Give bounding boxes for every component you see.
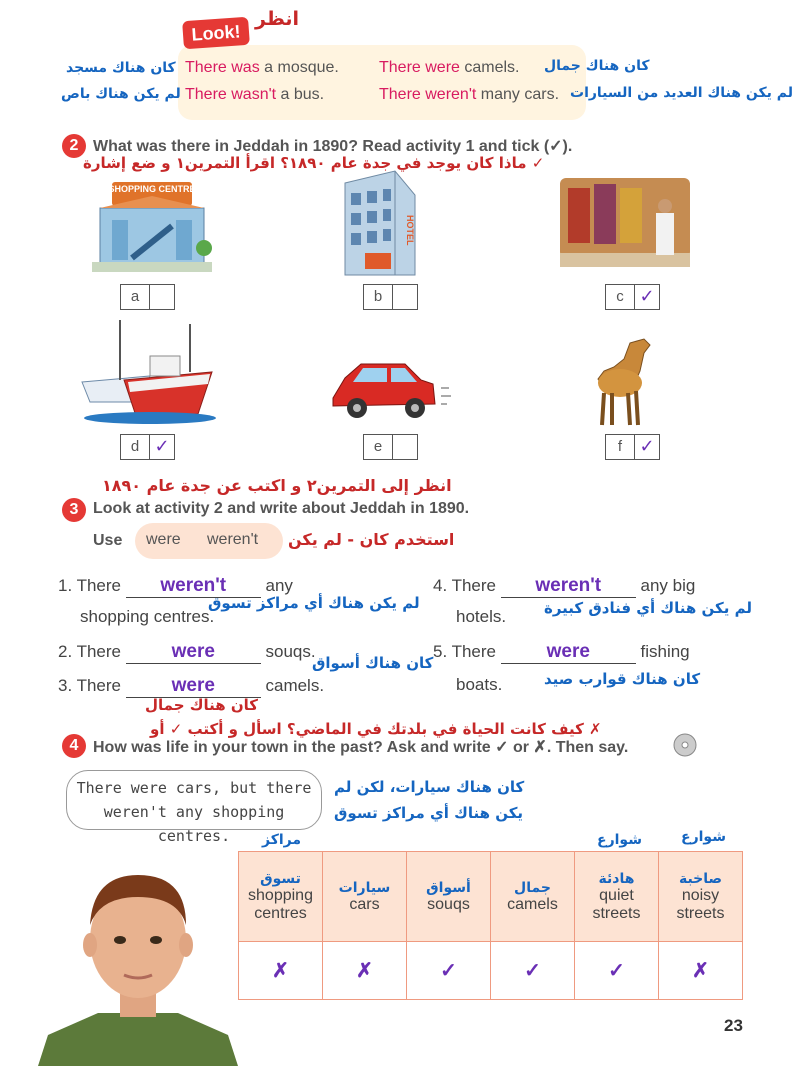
activity-2-ar-heading: ماذا كان يوجد في جدة عام ١٨٩٠؟ اقرأ التمرين١ و ضع إشارة ✓ [83,154,545,172]
look-left-line-2: There wasn't a bus. [185,86,325,103]
tickbox-a[interactable] [120,284,175,310]
answer-5: were [546,641,590,662]
col-5-ar-top: شوارع [597,832,642,848]
mark-cell[interactable]: ✓ [491,942,575,1000]
car-image [325,358,455,428]
col-quiet-streets: هادئة quiet streets [575,852,659,942]
activity-4-ar-heading: كيف كانت الحياة في بلدتك في الماضي؟ اسأل و أكتب ✓ أو ✗ [150,720,602,738]
tickbox-d[interactable] [120,434,175,460]
shopping-sign-text: SHOPPING CENTRE [108,184,196,194]
use-label: Use [93,532,123,549]
use-word-werent: weren't [207,531,259,548]
sentence-4-ar: لم يكن هناك أي فنادق كبيرة [544,599,752,617]
activity-3-number: 3 [62,498,86,522]
sentence-5-cont: boats. [456,675,503,694]
answer-4: weren't [535,575,602,596]
look-ar-left-2: لم يكن هناك باص [61,86,181,102]
col-1-ar-top: مراكز [262,832,302,848]
look-ar-right-2: لم يكن هناك العديد من السيارات [570,85,793,101]
hotel-image [335,165,425,280]
answer-2: were [171,641,215,662]
col-cars: سيارات cars [323,852,407,942]
look-ar-left-1: كان هناك مسجد [66,60,176,76]
sentence-2-ar: كان هناك أسواق [312,654,434,672]
life-table [238,851,743,1000]
souq-image [560,178,690,273]
bubble-ar-2: يكن هناك أي مراكز تسوق [334,804,524,822]
activity-2-heading: What was there in Jeddah in 1890? Read activity 1 and tick (✓). [93,138,573,155]
sentence-2: 2. There were souqs. [58,641,316,662]
boy-image [38,845,238,1066]
col-shopping-centres: تسوق shopping centres [239,852,323,942]
tickbox-letter: b [364,285,393,309]
audio-cd-icon[interactable] [670,732,700,758]
col-noisy-streets: صاخبة noisy streets [659,852,743,942]
use-word-were: were [146,531,181,548]
activity-4-number: 4 [62,734,86,758]
tickbox-mark: ✓ [639,436,655,457]
bubble-ar-1: كان هناك سيارات، لكن لم [334,778,525,796]
tickbox-mark [150,285,174,309]
sentence-3: 3. There were camels. [58,675,325,696]
look-badge: Look! [182,17,250,50]
tickbox-letter: d [121,435,150,459]
sentence-1: 1. There weren't any [58,575,293,596]
activity-4-heading: How was life in your town in the past? Ask and write ✓ or ✗. Then say. [93,739,629,756]
tickbox-f[interactable] [605,434,660,460]
bubble-line-1: There were cars, but there [76,779,312,797]
look-box [178,45,586,120]
mark-cell[interactable]: ✗ [659,942,743,1000]
col-6-ar-top: شوارع [681,829,726,845]
activity-2-number: 2 [62,134,86,158]
fishing-boats-image [80,320,220,425]
look-ar-title: انظر [255,8,299,30]
sentence-5-ar: كان هناك قوارب صيد [544,670,701,688]
camel-image [590,335,670,430]
sentence-5: 5. There were fishing [433,641,690,662]
look-right-line-1: There were camels. [379,59,520,76]
sentence-3-ar: كان هناك جمال [145,696,259,714]
tickbox-c[interactable] [605,284,660,310]
shopping-centre-image [92,178,212,278]
mark-cell[interactable]: ✗ [239,942,323,1000]
col-souqs: أسواق souqs [407,852,491,942]
activity-3-heading: Look at activity 2 and write about Jeddah in 1890. [93,500,470,517]
col-camels: جمال camels [491,852,575,942]
look-left-line-1: There was a mosque. [185,59,339,76]
activity-3-ar-heading: انظر إلى التمرين٢ و اكتب عن جدة عام ١٨٩٠ [102,476,452,495]
sentence-4: 4. There weren't any big [433,575,696,596]
sentence-1-cont: shopping centres. [80,607,215,626]
tickbox-b[interactable] [363,284,418,310]
answer-1: weren't [160,575,227,596]
hotel-sign-text: HOTEL [405,215,415,246]
look-ar-right-1: كان هناك جمال [544,58,650,74]
tickbox-mark: ✓ [639,286,655,307]
sentence-4-cont: hotels. [456,607,507,626]
tickbox-letter: c [606,285,635,309]
answer-3: were [171,675,215,696]
look-right-line-2: There weren't many cars. [379,86,560,103]
tickbox-letter: f [606,435,635,459]
tickbox-letter: a [121,285,150,309]
mark-cell[interactable]: ✓ [407,942,491,1000]
bubble-line-2: weren't any shopping centres. [103,803,285,845]
mark-cell[interactable]: ✓ [575,942,659,1000]
tickbox-mark [393,285,417,309]
mark-cell[interactable]: ✗ [323,942,407,1000]
use-ar-text: استخدم كان - لم يكن [288,530,455,549]
tickbox-mark: ✓ [154,436,170,457]
page-number: 23 [724,1016,743,1035]
sentence-1-ar: لم يكن هناك أي مراكز تسوق [208,594,420,612]
tickbox-mark [393,435,417,459]
tickbox-letter: e [364,435,393,459]
tickbox-e[interactable] [363,434,418,460]
